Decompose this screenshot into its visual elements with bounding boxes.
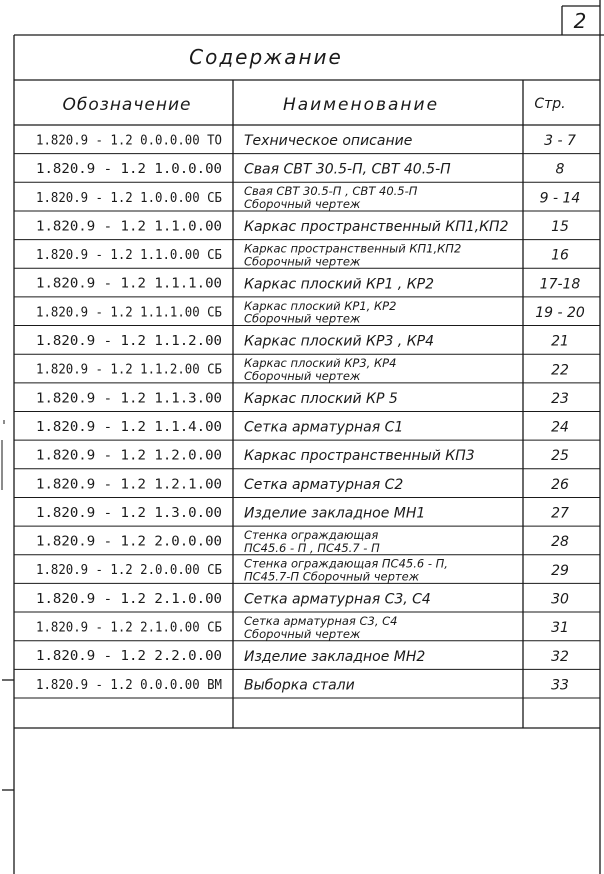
row-name: Стенка ограждающая ПС45.6 - П, <box>244 556 448 571</box>
row-designation: 1.820.9 - 1.2 0.0.0.00 ВМ <box>36 677 223 693</box>
row-name: Каркас плоский КР3 , КР4 <box>244 333 434 350</box>
table-row <box>14 528 600 555</box>
row-page: 16 <box>551 247 569 264</box>
row-designation: 1.820.9 - 1.2 1.1.2.00 СБ <box>36 362 223 378</box>
row-page: 32 <box>551 648 569 665</box>
row-name: Изделие закладное МН1 <box>244 505 426 522</box>
table-row <box>14 356 600 383</box>
row-name: Сборочный чертеж <box>244 311 361 326</box>
table-row <box>14 448 600 469</box>
row-name: Сборочный чертеж <box>244 626 361 641</box>
row-name: ПС45.7-П Сборочный чертеж <box>244 569 420 584</box>
row-designation: 1.820.9 - 1.2 1.1.1.00 <box>36 276 223 292</box>
row-page: 17-18 <box>539 276 581 293</box>
table-row <box>14 162 600 183</box>
row-name: Сетка арматурная С1 <box>244 419 404 436</box>
row-page: 29 <box>551 562 569 579</box>
row-page: 3 - 7 <box>544 133 576 150</box>
table-row <box>14 649 600 670</box>
row-page: 19 - 20 <box>535 304 585 321</box>
row-designation: 1.820.9 - 1.2 1.1.2.00 <box>36 334 223 350</box>
row-designation: 1.820.9 - 1.2 2.0.0.00 <box>36 534 223 550</box>
row-designation: 1.820.9 - 1.2 1.1.1.00 СБ <box>36 305 223 321</box>
row-designation: 1.820.9 - 1.2 2.2.0.00 <box>36 649 223 665</box>
row-name: Изделие закладное МН2 <box>244 648 426 665</box>
row-designation: 1.820.9 - 1.2 0.0.0.00 ТО <box>36 133 223 149</box>
row-designation: 1.820.9 - 1.2 1.0.0.00 СБ <box>36 190 223 206</box>
table-header <box>14 95 600 125</box>
row-designation: 1.820.9 - 1.2 1.1.3.00 <box>36 391 223 407</box>
page-number: 2 <box>573 9 587 33</box>
table-row <box>14 219 600 240</box>
table-row <box>14 614 600 641</box>
row-name: Свая СВТ 30.5-П, СВТ 40.5-П <box>244 161 451 178</box>
row-designation: 1.820.9 - 1.2 2.1.0.00 СБ <box>36 620 223 636</box>
margin-marks <box>2 420 14 790</box>
row-page: 23 <box>551 390 569 407</box>
row-page: 28 <box>551 534 569 551</box>
row-page: 25 <box>551 448 569 465</box>
row-name: Сборочный чертеж <box>244 197 361 212</box>
header-page: Стр. <box>534 96 566 112</box>
row-designation: 1.820.9 - 1.2 1.0.0.00 <box>36 162 223 178</box>
row-page: 31 <box>551 620 569 637</box>
table-row <box>14 241 600 268</box>
row-name: Сетка арматурная С2 <box>244 476 404 493</box>
row-name: Каркас плоский КР1, КР2 <box>244 298 397 313</box>
row-name: Сетка арматурная С3, С4 <box>244 613 398 628</box>
row-name: Стенка ограждающая <box>244 527 379 542</box>
table-row <box>14 557 600 584</box>
row-name: Каркас пространственный КП1,КП2 <box>244 241 462 256</box>
header-name: Наименование <box>282 95 440 115</box>
row-designation: 1.820.9 - 1.2 1.1.0.00 <box>36 219 223 235</box>
table-row <box>14 334 600 355</box>
row-page: 30 <box>551 591 569 608</box>
row-designation: 1.820.9 - 1.2 1.2.0.00 <box>36 448 223 464</box>
row-name: Сборочный чертеж <box>244 368 361 383</box>
row-name: Каркас плоский КР3, КР4 <box>244 356 397 371</box>
row-page: 26 <box>551 476 569 493</box>
row-name: Сборочный чертеж <box>244 254 361 269</box>
table-row <box>14 276 600 297</box>
table-row <box>14 299 600 326</box>
row-page: 8 <box>555 161 565 178</box>
row-name: Каркас плоский КР 5 <box>244 390 398 407</box>
page-title: Содержание <box>189 45 343 69</box>
table-row <box>14 591 600 612</box>
table-body <box>14 133 600 698</box>
row-page: 9 - 14 <box>539 190 581 207</box>
row-page: 27 <box>551 505 569 522</box>
table-row <box>14 133 600 154</box>
table-row <box>14 677 600 698</box>
row-name: Техническое описание <box>244 133 413 150</box>
row-page: 21 <box>551 333 569 350</box>
row-name: Выборка стали <box>244 677 355 694</box>
row-designation: 1.820.9 - 1.2 2.0.0.00 СБ <box>36 563 223 579</box>
table-row <box>14 420 600 441</box>
row-page: 24 <box>551 419 569 436</box>
row-name: Каркас пространственный КП3 <box>244 448 475 465</box>
table-row <box>14 184 600 211</box>
row-name: Сетка арматурная С3, С4 <box>244 591 431 608</box>
table-row <box>14 391 600 412</box>
row-designation: 1.820.9 - 1.2 1.1.4.00 <box>36 419 223 435</box>
row-page: 33 <box>551 677 569 694</box>
sheet-frame <box>14 0 604 874</box>
row-page: 22 <box>551 362 569 379</box>
row-page: 15 <box>551 219 569 236</box>
row-name: ПС45.6 - П , ПС45.7 - П <box>244 540 380 555</box>
row-name: Каркас пространственный КП1,КП2 <box>244 219 509 236</box>
row-designation: 1.820.9 - 1.2 1.3.0.00 <box>36 505 223 521</box>
row-name: Каркас плоский КР1 , КР2 <box>244 276 434 293</box>
row-designation: 1.820.9 - 1.2 1.2.1.00 <box>36 477 223 493</box>
table-row <box>14 477 600 498</box>
row-name: Свая СВТ 30.5-П , СВТ 40.5-П <box>244 184 418 199</box>
row-designation: 1.820.9 - 1.2 1.1.0.00 СБ <box>36 248 223 264</box>
table-row <box>14 506 600 527</box>
header-designation: Обозначение <box>62 95 192 115</box>
row-designation: 1.820.9 - 1.2 2.1.0.00 <box>36 591 223 607</box>
